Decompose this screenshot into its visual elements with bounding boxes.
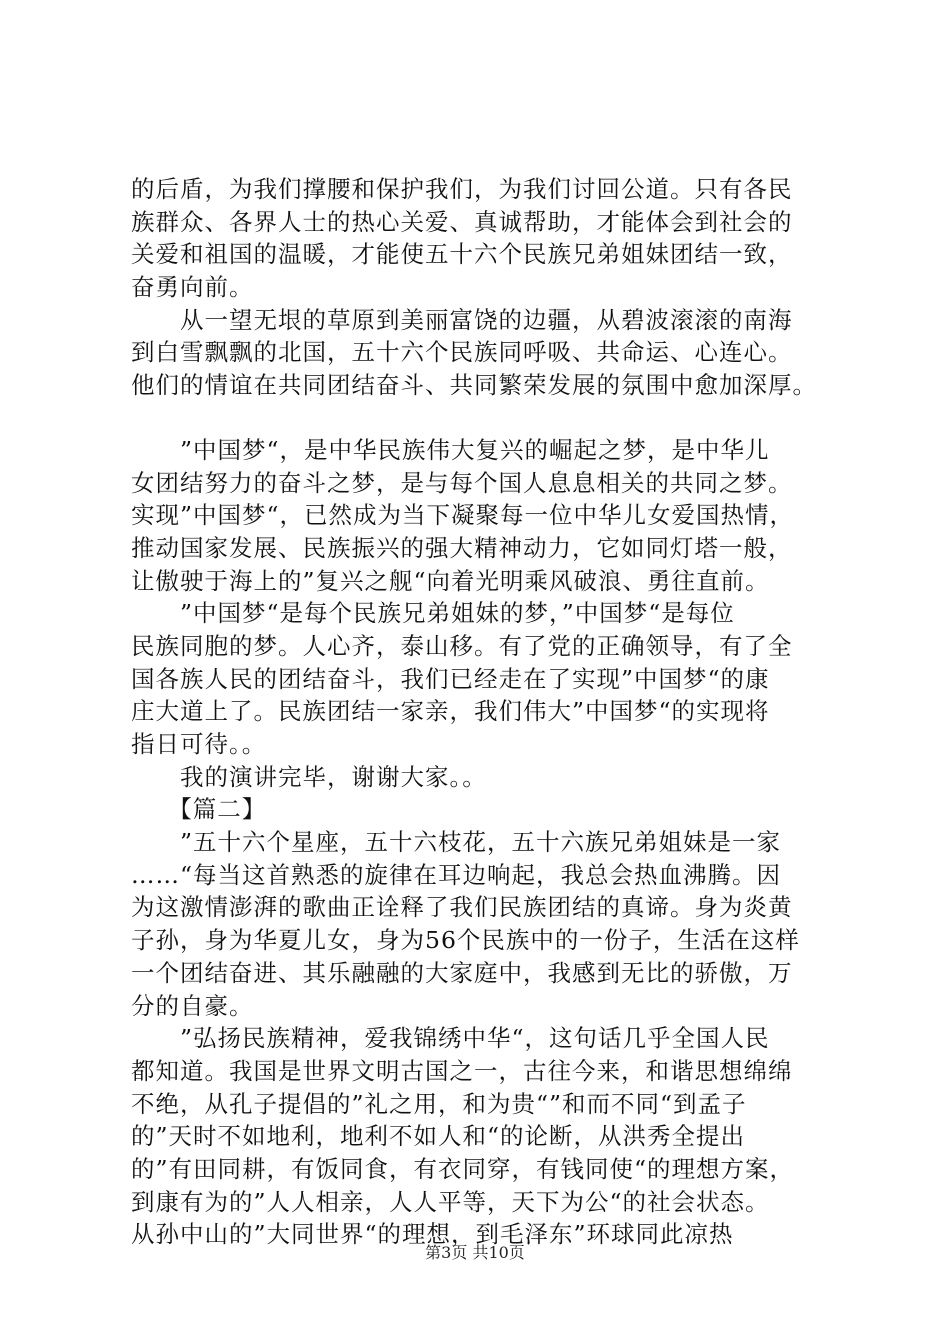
paragraph [131, 1022, 831, 1251]
text-line: 从一望无垠的草原到美丽富饶的边疆，从碧波滚滚的南海 [131, 305, 793, 334]
text-line: 到白雪飘飘的北国，五十六个民族同呼吸、共命运、心连心。 [131, 338, 793, 367]
text-line: 都知道。我国是世界文明古国之一，古往今来，和谐思想绵绵 [131, 1056, 793, 1085]
text-line: 到康有为的”人人相亲，人人平等，天下为公“的社会状态。 [131, 1187, 770, 1216]
closing-line: 我的演讲完毕，谢谢大家。。 [131, 762, 487, 791]
text-line: 分的自豪。 [131, 991, 254, 1020]
paragraph-spacer [131, 402, 831, 434]
paragraph [131, 826, 831, 1022]
text-line: 指日可待。。 [131, 730, 267, 758]
text-line: 国各族人民的团结奋斗，我们已经走在了实现”中国梦“的康 [131, 664, 770, 693]
text-line: 关爱和祖国的温暖，才能使五十六个民族兄弟姐妹团结一致， [131, 240, 793, 269]
text-line: ”中国梦“，是中华民族伟大复兴的崛起之梦，是中华儿 [131, 435, 770, 464]
text-line: 女团结努力的奋斗之梦，是与每个国人息息相关的共同之梦。 [131, 468, 793, 497]
text-line: ……“每当这首熟悉的旋律在耳边响起，我总会热血沸腾。因 [131, 860, 782, 889]
text-line: 民族同胞的梦。人心齐，泰山移。有了党的正确领导，有了全 [131, 631, 793, 660]
paragraph [131, 434, 831, 597]
text-line: 为这激情澎湃的歌曲正诠释了我们民族团结的真谛。身为炎黄 [131, 893, 793, 922]
text-line: 的”有田同耕，有饭同食，有衣同穿，有钱同使“的理想方案， [131, 1154, 795, 1183]
text-line: 庄大道上了。民族团结一家亲，我们伟大”中国梦“的实现将 [131, 697, 770, 726]
text-line: 子孙，身为华夏儿女，身为56个民族中的一份子，生活在这样 [131, 926, 800, 955]
section-heading [131, 793, 831, 826]
text-line: 实现”中国梦“，已然成为当下凝聚每一位中华儿女爱国热情， [131, 501, 795, 530]
text-line: 让傲驶于海上的”复兴之舰“向着光明乘风破浪、勇往直前。 [131, 566, 770, 595]
text-line: 推动国家发展、民族振兴的强大精神动力，它如同灯塔一般， [131, 533, 793, 562]
text-line: ”五十六个星座，五十六枝花，五十六族兄弟姐妹是一家 [131, 828, 782, 857]
document-body [131, 173, 831, 1251]
text-line: 他们的情谊在共同团结奋斗、共同繁荣发展的氛围中愈加深厚。 [131, 371, 817, 400]
text-line: ”弘扬民族精神，爱我锦绣中华“，这句话几乎全国人民 [131, 1024, 770, 1053]
text-line: ”中国梦“是每个民族兄弟姐妹的梦，”中国梦“是每位 [131, 599, 735, 628]
text-line: 族群众、各界人士的热心关爱、真诚帮助，才能体会到社会的 [131, 207, 793, 236]
paragraph [131, 304, 831, 402]
text-line: 一个团结奋进、其乐融融的大家庭中，我感到无比的骄傲，万 [131, 958, 793, 987]
text-line: 从孙中山的”大同世界“的理想，到毛泽东”环球同此凉热 [131, 1220, 734, 1249]
paragraph [131, 761, 831, 794]
text-line: 的后盾，为我们撑腰和保护我们，为我们讨回公道。只有各民 [131, 175, 793, 203]
text-line: 的”天时不如地利，地利不如人和“的论断，从洪秀全提出 [131, 1122, 746, 1151]
text-line: 奋勇向前。 [131, 273, 254, 302]
section-title: 【篇二】 [131, 795, 267, 824]
page-footer: 第3页 共10页 [425, 1243, 525, 1262]
paragraph [131, 173, 831, 304]
text-line: 不绝，从孔子提倡的”礼之用，和为贵“”和而不同“到孟子 [131, 1089, 747, 1118]
paragraph [131, 597, 831, 760]
